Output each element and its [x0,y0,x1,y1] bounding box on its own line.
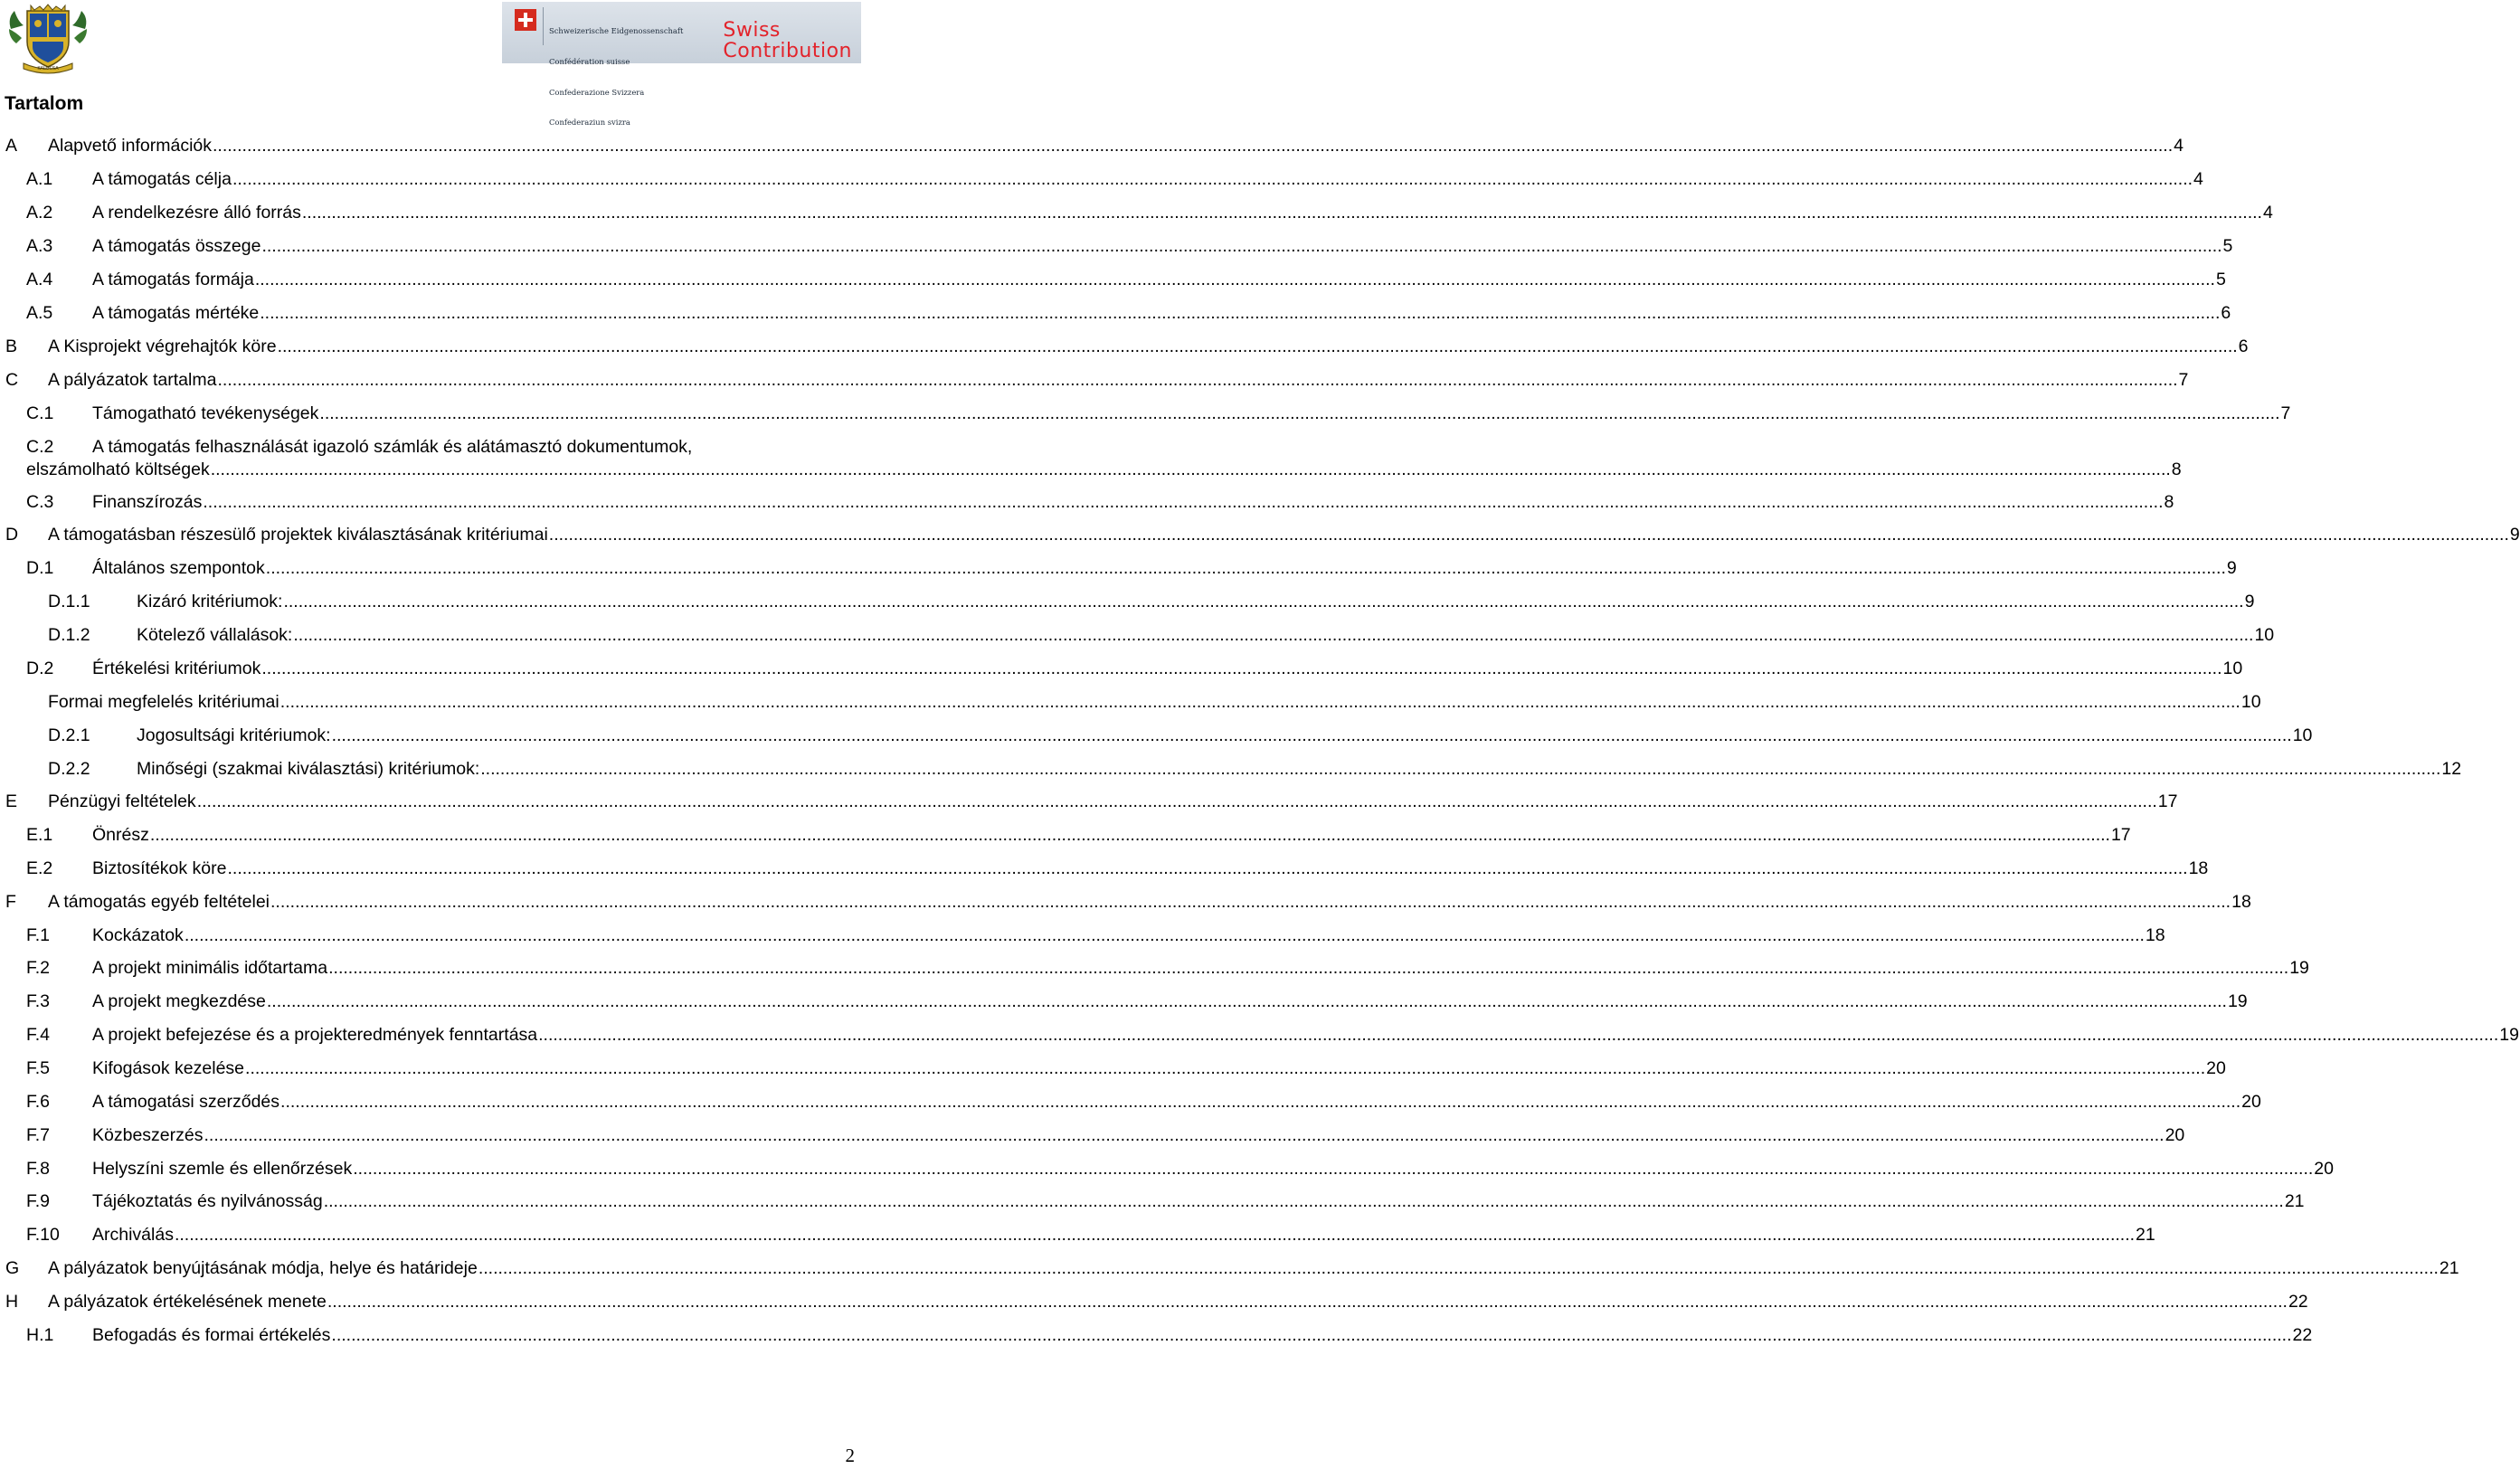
swiss-name-it: Confederazione Svizzera [549,87,645,97]
toc-entry-number: D [5,525,19,545]
toc-entry[interactable] [0,236,2233,260]
toc-dot-leader: ................................................................................................................................................................................................................................................................................................................................................................................................................ [323,1191,2284,1211]
toc-entry-text-row [92,236,2233,257]
toc-entry-number: A.1 [26,169,53,189]
toc-entry-number: F.5 [26,1058,51,1078]
toc-entry-title: A támogatás célja [92,169,232,189]
toc-entry-page: 19 [2499,1025,2519,1045]
toc-entry-title: Általános szempontok [92,558,265,578]
toc-entry-page: 10 [2254,625,2275,645]
toc-entry-page: 17 [2110,825,2131,845]
toc-entry-page: 10 [2292,725,2313,745]
toc-entry-page: 10 [2222,659,2243,678]
toc-entry-continuation[interactable] [26,460,2182,480]
toc-entry[interactable] [0,492,2174,516]
page-number: 2 [845,1445,855,1466]
toc-dot-leader: ................................................................................................................................................................................................................................................................................................................................................................................................................ [149,825,2110,845]
toc-entry-text-row [92,1325,2313,1346]
toc-entry-number: E.1 [26,825,53,845]
toc-entry-number: B [5,336,18,356]
toc-entry[interactable] [0,1159,2334,1182]
toc-entry-text-row [48,892,2251,913]
toc-entry-page: 20 [2165,1125,2185,1145]
toc-entry-number: H.1 [26,1325,54,1345]
toc-entry-title: Archiválás [92,1225,174,1245]
toc-entry-number: D.2.1 [48,725,90,745]
toc-entry[interactable] [0,437,868,460]
toc-dot-leader: ................................................................................................................................................................................................................................................................................................................................................................................................................ [196,791,2157,811]
toc-entry-page: 21 [2136,1225,2155,1245]
toc-entry-text-row [48,370,2189,391]
toc-entry-number: D.1.2 [48,625,90,645]
toc-dot-leader: ................................................................................................................................................................................................................................................................................................................................................................................................................ [480,759,2441,779]
toc-entry-text-row [92,169,2203,190]
swiss-confederation-names [549,6,683,148]
toc-entry-number: A [5,136,18,156]
toc-entry-text-row [92,958,2309,979]
toc-entry-page: 10 [2241,692,2261,712]
toc-entry-text-row [92,270,2226,290]
toc-entry-number: C.2 [26,437,54,457]
toc-entry-number: C [5,370,19,390]
toc-entry-text-row [137,725,2313,746]
toc-entry-number: E.2 [26,858,53,878]
toc-entry-title: A támogatás formája [92,270,254,289]
toc-entry[interactable] [0,1092,2261,1115]
toc-dot-leader: ................................................................................................................................................................................................................................................................................................................................................................................................................ [293,625,2254,645]
toc-entry[interactable] [0,825,2131,848]
toc-entry-title: Támogatható tevékenységek [92,403,319,423]
toc-entry-text-row [92,558,2237,579]
toc-entry-title: Biztosítékok köre [92,858,227,878]
toc-entry-text-row [137,592,2255,612]
toc-entry-text-row [48,336,2249,357]
toc-dot-leader: ................................................................................................................................................................................................................................................................................................................................................................................................................ [331,725,2292,745]
toc-entry-page: 18 [2231,892,2251,912]
toc-entry-page: 22 [2288,1292,2308,1312]
toc-dot-leader: ................................................................................................................................................................................................................................................................................................................................................................................................................ [203,492,2164,512]
toc-entry-text-row [92,1159,2334,1180]
toc-entry-number: D.1.1 [48,592,90,611]
toc-entry-page: 19 [2227,991,2248,1011]
toc-entry-title: Kockázatok [92,925,184,945]
toc-entry[interactable] [0,1325,2313,1349]
toc-dot-leader: ................................................................................................................................................................................................................................................................................................................................................................................................................ [478,1258,2439,1278]
swiss-contribution-wordmark [723,20,852,62]
toc-entry-page: 7 [2280,403,2291,423]
toc-entry-number: F.3 [26,991,51,1011]
toc-dot-leader: ................................................................................................................................................................................................................................................................................................................................................................................................................ [266,991,2227,1011]
toc-entry-text-row [92,403,2291,424]
toc-entry[interactable] [0,925,2165,949]
toc-entry-number: E [5,791,18,811]
toc-entry[interactable] [0,303,2231,327]
toc-entry-title: A projekt megkezdése [92,991,266,1011]
toc-dot-leader: ................................................................................................................................................................................................................................................................................................................................................................................................................ [265,558,2226,578]
toc-dot-leader: ................................................................................................................................................................................................................................................................................................................................................................................................................ [217,370,2178,390]
toc-dot-leader: ................................................................................................................................................................................................................................................................................................................................................................................................................ [213,136,2174,156]
toc-entry-number: F.4 [26,1025,51,1045]
logo-divider [543,7,544,45]
toc-entry-title: A támogatás egyéb feltételei [48,892,270,912]
toc-entry-number: F.8 [26,1159,51,1179]
toc-dot-leader: ................................................................................................................................................................................................................................................................................................................................................................................................................ [260,303,2221,323]
toc-dot-leader: ................................................................................................................................................................................................................................................................................................................................................................................................................ [548,525,2509,545]
toc-entry-page: 19 [2289,958,2309,978]
toc-entry-text-row [92,991,2248,1012]
toc-dot-leader: ................................................................................................................................................................................................................................................................................................................................................................................................................ [327,1292,2288,1312]
toc-entry-page: 6 [2238,336,2249,356]
toc-entry-page: 8 [2164,492,2174,512]
toc-entry[interactable] [0,592,2255,615]
toc-entry-page: 5 [2222,236,2233,256]
swiss-name-fr: Confédération suisse [549,57,630,67]
toc-entry-text-row [92,492,2174,513]
kalocsa-crest-logo [4,2,92,74]
swiss-flag-icon [515,9,536,31]
toc-entry-title: Kizáró kritériumok: [137,592,283,611]
toc-entry-title: A projekt minimális időtartama [92,958,328,978]
toc-entry-page: 21 [2284,1191,2305,1211]
toc-dot-leader: ................................................................................................................................................................................................................................................................................................................................................................................................................ [319,403,2280,423]
toc-entry[interactable] [0,991,2248,1015]
toc-entry-title: A támogatásban részesülő projektek kiválasztásának kritériumai [48,525,548,545]
toc-dot-leader: ................................................................................................................................................................................................................................................................................................................................................................................................................ [279,692,2241,712]
toc-entry-page: 22 [2292,1325,2313,1345]
toc-entry-title: Értékelési kritériumok [92,659,261,678]
toc-entry-title: Alapvető információk [48,136,213,156]
toc-entry-number: H [5,1292,19,1312]
toc-entry-page: 9 [2226,558,2237,578]
toc-dot-leader: ................................................................................................................................................................................................................................................................................................................................................................................................................ [261,659,2222,678]
toc-entry-text-row [92,1191,2305,1212]
toc-entry-text-row [92,1125,2185,1146]
toc-dot-leader: ................................................................................................................................................................................................................................................................................................................................................................................................................ [232,169,2193,189]
toc-entry-title: A pályázatok tartalma [48,370,217,390]
toc-entry-number: D.1 [26,558,54,578]
toc-entry-text-row [48,791,2178,812]
toc-entry[interactable] [0,370,2189,393]
toc-dot-leader: ................................................................................................................................................................................................................................................................................................................................................................................................................ [184,925,2145,945]
toc-dot-leader: ................................................................................................................................................................................................................................................................................................................................................................................................................ [261,236,2222,256]
toc-entry-title: Befogadás és formai értékelés [92,1325,331,1345]
toc-entry-title: A támogatási szerződés [92,1092,280,1112]
toc-entry-title-continued: elszámolható költségek [26,460,210,479]
toc-entry[interactable] [0,169,2203,193]
toc-entry[interactable] [0,1191,2305,1215]
toc-entry[interactable] [0,958,2309,981]
toc-entry-title: Helyszíni szemle és ellenőrzések [92,1159,353,1179]
toc-entry-number: F.6 [26,1092,51,1112]
toc-entry-page: 12 [2441,759,2462,779]
toc-entry[interactable] [0,892,2251,915]
toc-entry[interactable] [0,659,2243,682]
toc-entry-page: 5 [2215,270,2226,289]
swiss-contribution-logo [502,2,861,128]
toc-entry-title: A Kisprojekt végrehajtók köre [48,336,277,356]
toc-entry-text-row [48,1292,2308,1313]
toc-entry[interactable] [0,1292,2308,1315]
toc-entry-title: Közbeszerzés [92,1125,204,1145]
toc-entry-page: 18 [2145,925,2165,945]
toc-entry[interactable] [0,1258,2459,1282]
toc-entry-page: 8 [2171,460,2182,479]
toc-dot-leader: ................................................................................................................................................................................................................................................................................................................................................................................................................ [270,892,2231,912]
toc-entry-number: A.3 [26,236,53,256]
toc-entry-number: F.1 [26,925,51,945]
toc-entry-text-row [48,136,2184,156]
toc-dot-leader: ................................................................................................................................................................................................................................................................................................................................................................................................................ [277,336,2238,356]
toc-entry-title: Kifogások kezelése [92,1058,245,1078]
toc-entry-text-row [48,1258,2459,1279]
toc-entry-title: A rendelkezésre álló forrás [92,203,301,223]
toc-entry-title: Önrész [92,825,149,845]
toc-entry-title: A pályázatok benyújtásának módja, helye és határideje [48,1258,478,1278]
toc-dot-leader: ................................................................................................................................................................................................................................................................................................................................................................................................................ [283,592,2244,611]
toc-entry-text-row [92,1092,2261,1113]
toc-entry-number: A.2 [26,203,53,223]
toc-entry-text-row [48,692,2261,713]
toc-entry-title: Finanszírozás [92,492,203,512]
toc-entry-title: Formai megfelelés kritériumai [48,692,279,712]
toc-dot-leader: ................................................................................................................................................................................................................................................................................................................................................................................................................ [254,270,2215,289]
toc-entry-number: F.10 [26,1225,60,1245]
toc-entry-title: A támogatás felhasználását igazoló számlák és alátámasztó dokumentumok, [92,437,693,457]
toc-entry[interactable] [0,525,2520,548]
toc-entry-page: 4 [2174,136,2184,156]
toc-entry-text-row [137,625,2275,646]
toc-dot-leader: ................................................................................................................................................................................................................................................................................................................................................................................................................ [280,1092,2241,1112]
toc-entry-page: 20 [2241,1092,2261,1112]
toc-entry[interactable] [0,692,2261,716]
toc-entry[interactable] [0,1125,2185,1149]
toc-entry[interactable] [0,270,2226,293]
toc-entry[interactable] [0,1225,2155,1248]
toc-entry-text-row [92,659,2243,679]
toc-entry[interactable] [0,336,2249,360]
toc-entry-number: A.5 [26,303,53,323]
swiss-name-rm: Confederaziun svizra [549,118,630,128]
toc-entry[interactable] [0,136,2184,159]
toc-dot-leader: ................................................................................................................................................................................................................................................................................................................................................................................................................ [227,858,2188,878]
toc-entry-page: 4 [2193,169,2203,189]
toc-entry-number: F.9 [26,1191,51,1211]
toc-entry-title: A projekt befejezése és a projekteredmények fenntartása [92,1025,538,1045]
toc-entry-number: D.2 [26,659,54,678]
toc-entry-text-row [92,303,2231,324]
toc-entry[interactable] [0,625,2275,649]
toc-entry-title: Jogosultsági kritériumok: [137,725,331,745]
crest-caption: KALOCSA [37,66,59,71]
toc-entry-title: Minőségi (szakmai kiválasztási) kritériumok: [137,759,480,779]
toc-dot-leader: ................................................................................................................................................................................................................................................................................................................................................................................................................ [538,1025,2499,1045]
toc-title: Tartalom [5,93,84,114]
toc-entry-text-row [92,925,2165,946]
toc-entry-number: G [5,1258,20,1278]
toc-dot-leader: ................................................................................................................................................................................................................................................................................................................................................................................................................ [210,460,2171,479]
toc-entry-text-row [92,203,2273,223]
toc-entry-title: Tájékoztatás és nyilvánosság [92,1191,323,1211]
swiss-name-de: Schweizerische Eidgenossenschaft [549,26,684,36]
toc-entry[interactable] [0,403,2291,427]
toc-entry-text-row [92,825,2131,846]
toc-entry-page: 20 [2206,1058,2226,1078]
toc-entry-title: A pályázatok értékelésének menete [48,1292,327,1312]
toc-entry-title: Pénzügyi feltételek [48,791,196,811]
toc-entry-text-row [92,1225,2155,1246]
toc-entry-page: 9 [2509,525,2520,545]
toc-entry[interactable] [0,791,2178,815]
toc-entry-text-row [92,1058,2226,1079]
toc-entry-page: 20 [2314,1159,2334,1179]
toc-entry-text-row [92,1025,2519,1046]
toc-dot-leader: ................................................................................................................................................................................................................................................................................................................................................................................................................ [204,1125,2165,1145]
toc-entry-number: F.2 [26,958,51,978]
toc-entry[interactable] [0,725,2313,749]
toc-entry-number: C.1 [26,403,54,423]
toc-entry[interactable] [0,1058,2226,1082]
wordmark-swiss: Swiss [723,19,781,42]
toc-entry-page: 7 [2178,370,2189,390]
toc-entry-number: D.2.2 [48,759,90,779]
toc-entry-text-row [92,437,859,458]
toc-dot-leader: ................................................................................................................................................................................................................................................................................................................................................................................................................ [245,1058,2206,1078]
toc-entry[interactable] [0,759,2462,782]
toc-dot-leader: ................................................................................................................................................................................................................................................................................................................................................................................................................ [328,958,2289,978]
toc-entry[interactable] [0,1025,2519,1048]
toc-entry[interactable] [0,558,2237,582]
toc-entry-page: 4 [2262,203,2273,223]
toc-entry-page: 21 [2439,1258,2459,1278]
toc-dot-leader: ................................................................................................................................................................................................................................................................................................................................................................................................................ [174,1225,2136,1245]
toc-entry-number: F [5,892,16,912]
toc-entry-number: F.7 [26,1125,51,1145]
toc-entry-title: Kötelező vállalások: [137,625,293,645]
toc-entry-page: 6 [2221,303,2231,323]
toc-entry-text-row [48,525,2520,545]
toc-entry-page: 17 [2157,791,2178,811]
toc-entry-number: A.4 [26,270,53,289]
toc-entry-title: A támogatás összege [92,236,261,256]
toc-dot-leader: ................................................................................................................................................................................................................................................................................................................................................................................................................ [301,203,2262,223]
wordmark-contribution: Contribution [723,40,852,62]
toc-entry[interactable] [0,858,2209,882]
toc-entry-title: A támogatás mértéke [92,303,260,323]
toc-entry-page: 9 [2244,592,2255,611]
toc-entry[interactable] [0,203,2273,226]
toc-entry-text-row [137,759,2462,780]
toc-entry-number: C.3 [26,492,54,512]
toc-dot-leader: ................................................................................................................................................................................................................................................................................................................................................................................................................ [331,1325,2292,1345]
toc-entry-page: 18 [2188,858,2209,878]
toc-entry-text-row [92,858,2209,879]
toc-dot-leader: ................................................................................................................................................................................................................................................................................................................................................................................................................ [353,1159,2314,1179]
